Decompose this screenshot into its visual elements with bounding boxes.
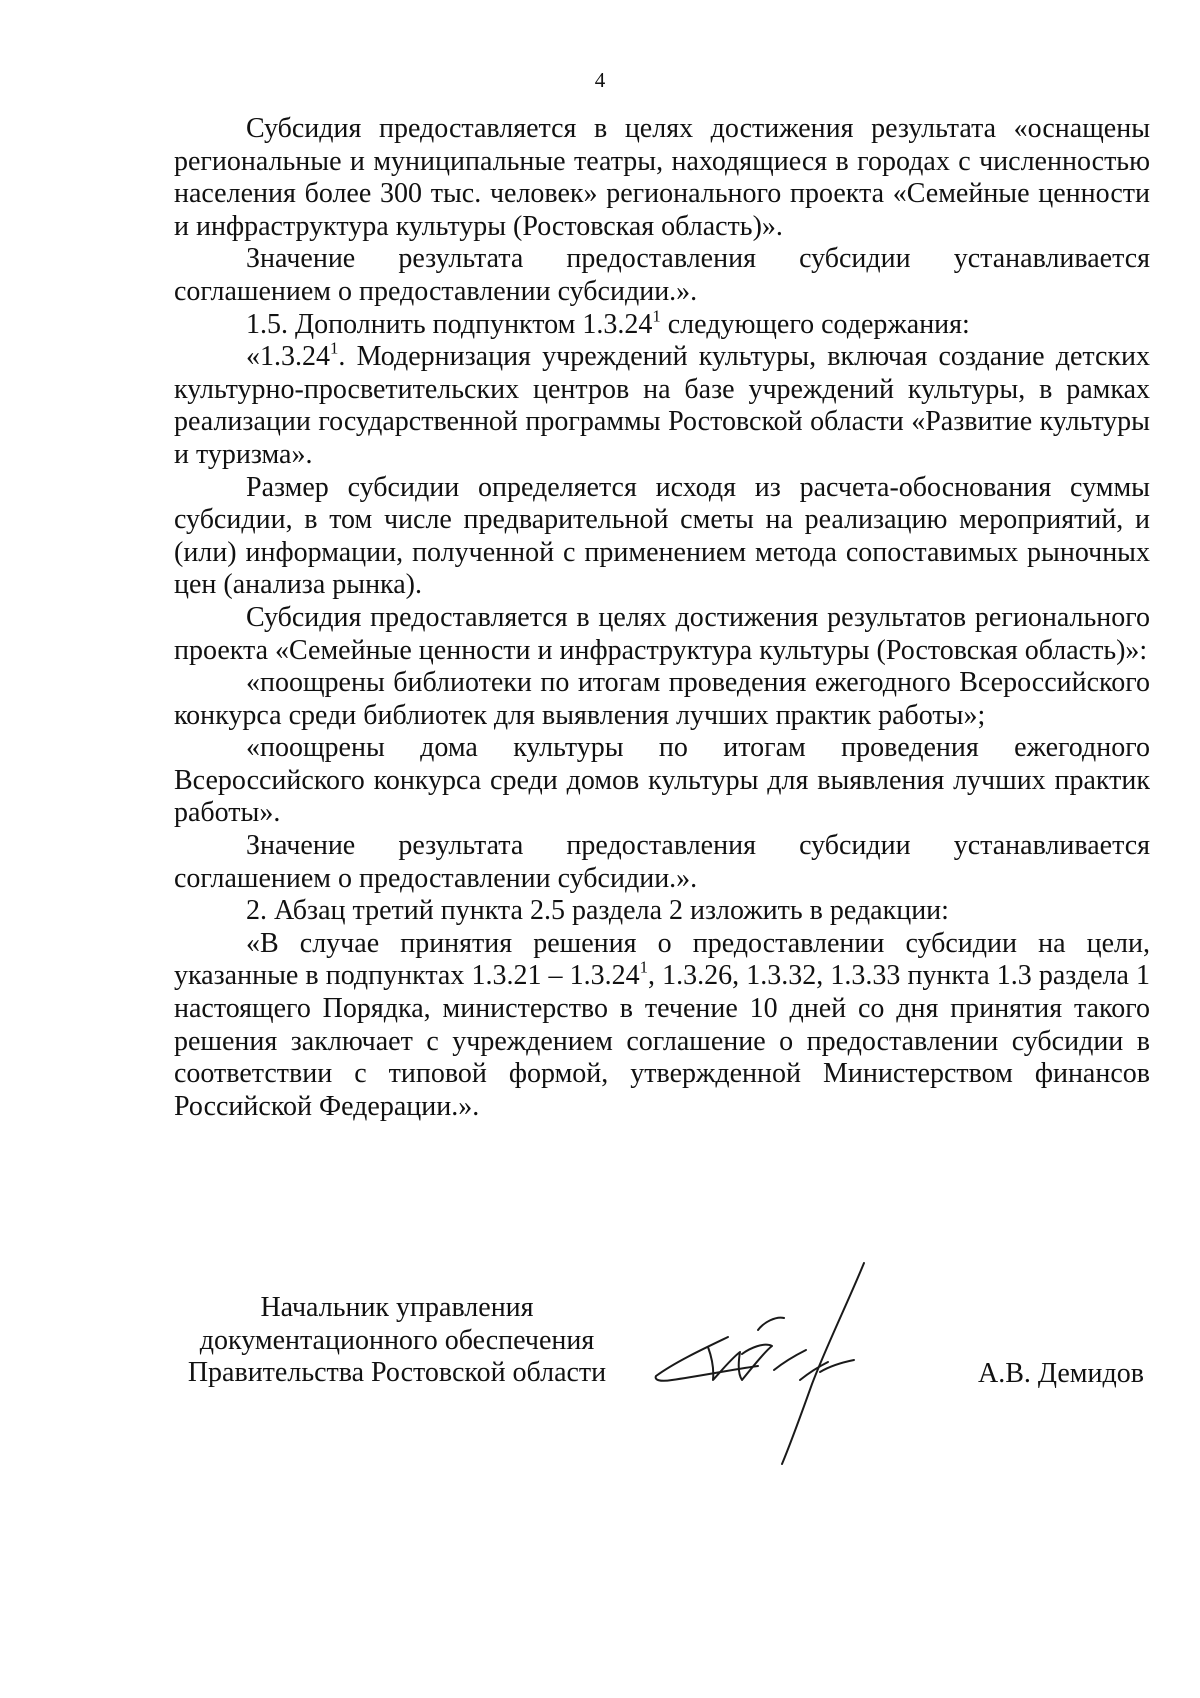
signature-stroke [820, 1360, 854, 1372]
paragraph: «поощрены дома культуры по итогам проведения ежегодного Всероссийского конкурса среди домов культуры для выявления лучших практик работы». [174, 732, 1150, 829]
handwritten-signature [650, 1262, 950, 1467]
paragraph: Размер субсидии определяется исходя из расчета-обоснования суммы субсидии, в том числе предварительной сметы на реализацию мероприятий, и (или) информации, полученной с применением метода сопоставимых рыночных цен (анализа рынка). [174, 471, 1150, 601]
superscript: 1 [639, 957, 649, 977]
paragraph-text: «В случае принятия решения о предоставлении субсидии на цели, указанные в подпунктах 1.3.21 – 1.3.24 [174, 927, 1150, 992]
signer-position-line: Начальник управления [260, 1292, 534, 1323]
paragraph-text: следующего содержания: [660, 308, 970, 340]
paragraph-text: «1.3.24 [246, 341, 330, 373]
paragraph: «поощрены библиотеки по итогам проведения ежегодного Всероссийского конкурса среди библиотек для выявления лучших практик работы»; [174, 667, 1150, 731]
signer-position [172, 1292, 622, 1390]
signature-stroke [708, 1345, 772, 1380]
paragraph [174, 928, 1150, 1124]
paragraph: Значение результата предоставления субсидии устанавливается соглашением о предоставлении субсидии.». [174, 830, 1150, 894]
superscript: 1 [330, 338, 339, 358]
signer-name: А.В. Демидов [978, 1358, 1144, 1389]
paragraph: Значение результата предоставления субсидии устанавливается соглашением о предоставлении субсидии.». [174, 243, 1150, 307]
paragraph: 2. Абзац третий пункта 2.5 раздела 2 изложить в редакции: [246, 895, 949, 927]
paragraph-text: 1.5. Дополнить подпунктом 1.3.24 [246, 308, 653, 340]
signature-stroke [656, 1337, 758, 1381]
signature-stroke [774, 1350, 806, 1370]
signer-position-line: Правительства Ростовской области [187, 1357, 607, 1389]
page-number: 4 [594, 68, 606, 92]
document-body [174, 113, 1150, 1123]
paragraph: Субсидия предоставляется в целях достижения результатов регионального проекта «Семейные ценности и инфраструктура культуры (Ростовская область)»: [174, 601, 1150, 666]
superscript: 1 [652, 305, 661, 325]
paragraph-text: . Модернизация учреждений культуры, включая создание детских культурно-просветительских центров на базе учреждений культуры, в рамках реализации государственной программы Ростовской области «Развитие культуры и туризма». [174, 341, 1150, 470]
paragraph [174, 338, 1150, 471]
paragraph-text: , 1.3.26, 1.3.32, 1.3.33 пункта 1.3 раздела 1 настоящего Порядка, министерство в течение 10 дней со дня принятия такого решения заключает с учреждением соглашение о предоставлении субсидии в соответствии с типовой формой, утвержденной Министерством финансов Российской Федерации.». [174, 960, 1150, 1122]
paragraph: Субсидия предоставляется в целях достижения результата «оснащены региональные и муниципальные театры, находящиеся в городах с численностью населения более 300 тыс. человек» регионального проекта «Семейные ценности и инфраструктура культуры (Ростовская область)». [174, 113, 1150, 242]
paragraph [174, 305, 1150, 342]
signer-position-line: документационного обеспечения [199, 1324, 595, 1356]
signature-stroke [758, 1318, 784, 1330]
